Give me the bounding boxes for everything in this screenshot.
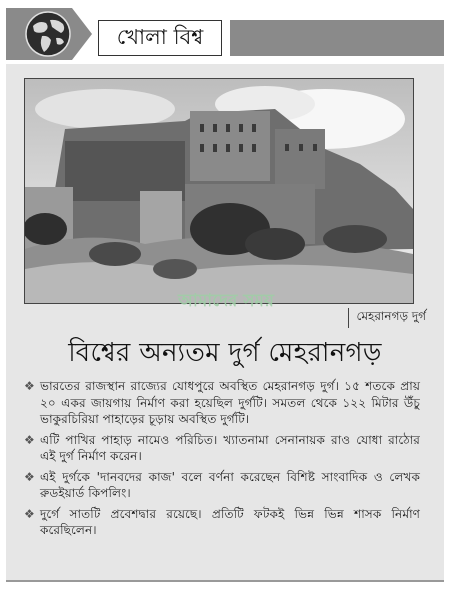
mehrangarh-fort-image: [25, 79, 413, 303]
globe-icon: [6, 8, 92, 60]
bullet-text: ভারতের রাজস্থান রাজ্যের যোধপুরে অবস্থিত মেহরানগড় দুর্গ। ১৫ শতকে প্রায় ২০ একর জায়গায় নির্মাণ করা হয়েছিল দুর্গটি। সমতল থেকে ১২২ মিটার উঁচু ভাকুরচিরিয়া পাহাড়ের চূড়ায় অবস্থিত দুর্গটি।: [40, 379, 420, 426]
article-bullets: [24, 378, 420, 543]
bullet-text: এই দুর্গকে 'দানবদের কাজ' বলে বর্ণনা করেছেন বিশিষ্ট সাংবাদিক ও লেখক রুডইয়ার্ড কিপলিং।: [40, 469, 420, 500]
section-title: খোলা বিশ্ব: [98, 20, 222, 56]
fort-photo: [24, 78, 414, 304]
section-header: [6, 8, 444, 60]
header-bar: [230, 20, 444, 56]
bullet-diamond-icon: ❖: [24, 432, 35, 447]
article-card: [6, 64, 444, 582]
publisher-watermark: আমাদের সময়: [178, 291, 274, 311]
list-item: [24, 469, 420, 502]
article-headline: বিশ্বের অন্যতম দুর্গ মেহরানগড়: [68, 338, 382, 368]
bullet-diamond-icon: ❖: [24, 506, 35, 521]
bullet-text: দুর্গে সাতটি প্রবেশদ্বার রয়েছে। প্রতিটি ফটকই ভিন্ন ভিন্ন শাসক নির্মাণ করেছিলেন।: [40, 506, 420, 537]
bullet-text: এটি পাখির পাহাড় নামেও পরিচিত। খ্যাতনামা সেনানায়ক রাও যোধা রাঠোর এই দুর্গ নির্মাণ করেন।: [40, 432, 420, 463]
photo-caption: মেহরানগড় দুর্গ: [348, 308, 427, 328]
bullet-diamond-icon: ❖: [24, 469, 35, 484]
list-item: [24, 432, 420, 465]
list-item: [24, 378, 420, 428]
list-item: [24, 506, 420, 539]
bullet-diamond-icon: ❖: [24, 379, 35, 393]
